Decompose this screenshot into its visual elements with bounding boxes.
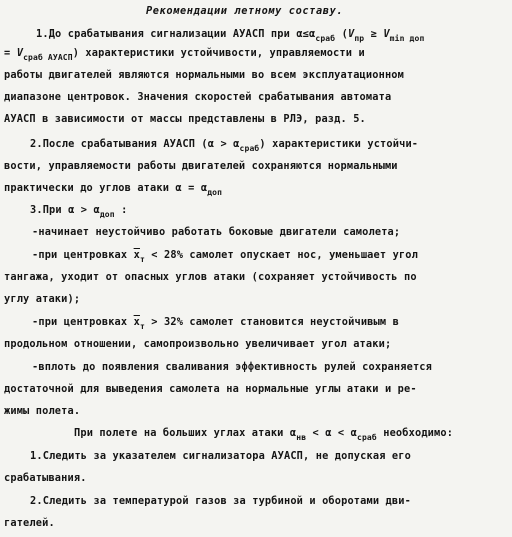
- para-3-line-2: -начинает неустойчиво работать боковые двигатели самолета;: [32, 226, 401, 238]
- para-2-line-3: практически до углов атаки $\alpha = \alpha_{доп}$: [4, 182, 223, 197]
- para-3-line-9: достаточной для выведения самолета на нормальные углы атаки и ре-: [4, 383, 417, 395]
- para-4-item-2-line-1: 2.Следить за температурой газов за турбиной и оборотами дви-: [30, 495, 411, 507]
- para-3-line-3: -при центровках $\overline{x}_т < 28\%$ самолет опускает нос, уменьшает угол: [32, 249, 418, 264]
- para-3-line-1: 3.При $\alpha > \alpha_{доп}$ :: [30, 204, 128, 219]
- para-2-line-2: вости, управляемости работы двигателей сохраняются нормальными: [4, 160, 398, 172]
- para-3-line-7: продольном отношении, самопроизвольно увеличивает угол атаки;: [4, 338, 392, 350]
- para-3-line-8: -вплоть до появления сваливания эффективность рулей сохраняется: [32, 361, 433, 373]
- para-4-item-1-line-1: 1.Следить за указателем сигнализатора АУАСП, не допуская его: [30, 450, 411, 462]
- para-3-line-10: жимы полета.: [4, 405, 81, 417]
- para-4-line-1: При полете на больших углах атаки $\alpha_{нв} < \alpha < \alpha_{сраб}$ необходимо:: [74, 427, 454, 442]
- para-1-line-5: АУАСП в зависимости от массы представлены в РЛЭ, разд. 5.: [4, 113, 366, 125]
- para-3-line-4: тангажа, уходит от опасных углов атаки (сохраняет устойчивость по: [4, 271, 417, 283]
- para-2-line-1: 2.После срабатывания АУАСП $(\alpha > \alpha_{сраб})$ характеристики устойчи-: [30, 138, 419, 153]
- para-4-item-1-line-2: срабатывания.: [4, 472, 87, 484]
- para-1-line-1: 1.До срабатывания сигнализации АУАСП при $\alpha\le\alpha_{сраб}$ ($V_{пр} \ge V_{min доп}$: [36, 28, 425, 43]
- para-3-line-6: -при центровках $\overline{x}_т > 32\%$ самолет становится неустойчивым в: [32, 316, 399, 331]
- para-3-line-5: углу атаки);: [4, 293, 81, 305]
- para-1-line-4: диапазоне центровок. Значения скоростей срабатывания автомата: [4, 91, 392, 103]
- para-1-line-3: работы двигателей являются нормальными во всем эксплуатационном: [4, 69, 405, 81]
- document-title: Рекомендации летному составу.: [146, 5, 344, 17]
- para-1-line-2: = $V_{сраб АУАСП}$) характеристики устойчивости, управляемости и: [4, 47, 365, 62]
- para-4-item-2-line-2: гателей.: [4, 517, 55, 529]
